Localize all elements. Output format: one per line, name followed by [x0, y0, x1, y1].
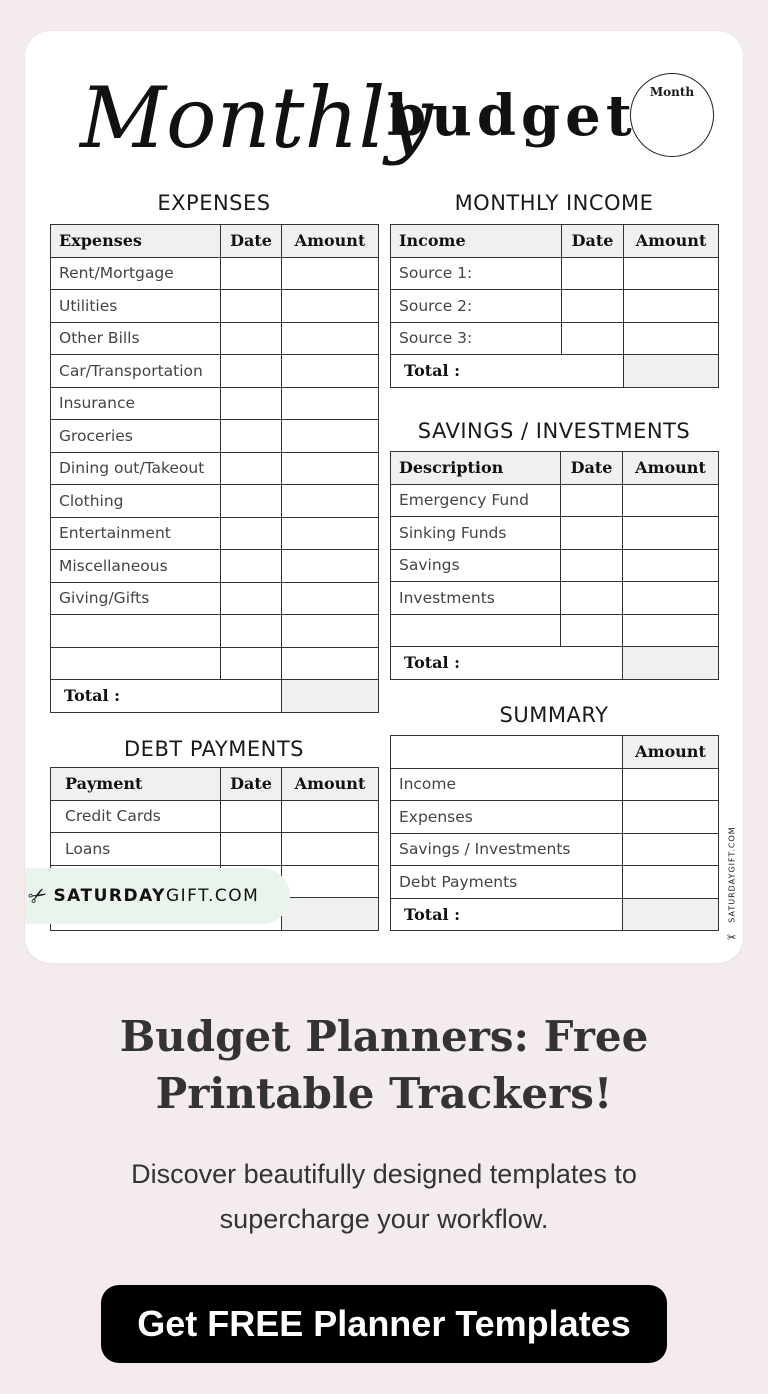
date-cell[interactable]	[221, 550, 282, 583]
column-header: Date	[221, 768, 282, 801]
expenses-table	[50, 224, 379, 713]
row-label: Source 1:	[391, 257, 562, 290]
amount-cell[interactable]	[623, 549, 719, 582]
summary-table	[390, 735, 719, 931]
amount-cell[interactable]	[623, 517, 719, 550]
date-cell[interactable]	[562, 322, 624, 355]
column-header: Amount	[282, 768, 379, 801]
summary-title: SUMMARY	[499, 703, 609, 727]
income-title: MONTHLY INCOME	[454, 191, 654, 215]
table-row	[51, 647, 379, 680]
date-cell[interactable]	[221, 420, 282, 453]
income-table	[390, 224, 719, 388]
row-label: Income	[391, 768, 623, 801]
row-label: Loans	[51, 833, 221, 866]
column-header: Amount	[282, 225, 379, 258]
column-header: Date	[221, 225, 282, 258]
table-row	[391, 582, 719, 615]
script-title-graphic	[80, 49, 433, 189]
column-header: Date	[561, 452, 623, 485]
row-label: Source 3:	[391, 322, 562, 355]
date-cell[interactable]	[221, 355, 282, 388]
date-cell[interactable]	[221, 647, 282, 680]
amount-cell[interactable]	[623, 801, 719, 834]
row-label: Entertainment	[51, 517, 221, 550]
date-cell[interactable]	[561, 614, 623, 647]
total-amount-cell[interactable]	[282, 898, 379, 931]
table-row	[51, 582, 379, 615]
row-label: Car/Transportation	[51, 355, 221, 388]
column-header	[391, 736, 623, 769]
total-label: Total :	[391, 355, 624, 388]
row-label: Investments	[391, 582, 561, 615]
date-cell[interactable]	[221, 833, 282, 866]
row-label: Miscellaneous	[51, 550, 221, 583]
row-label: Giving/Gifts	[51, 582, 221, 615]
amount-cell[interactable]	[282, 485, 379, 518]
row-label: Other Bills	[51, 322, 221, 355]
savings-title: SAVINGS / INVESTMENTS	[417, 419, 691, 443]
get-free-templates-button[interactable]: Get FREE Planner Templates	[101, 1285, 667, 1363]
column-header: Expenses	[51, 225, 221, 258]
row-label: Savings	[391, 549, 561, 582]
table-row	[51, 290, 379, 323]
row-label: Clothing	[51, 485, 221, 518]
table-row	[51, 800, 379, 833]
date-cell[interactable]	[561, 582, 623, 615]
date-cell[interactable]	[561, 517, 623, 550]
amount-cell[interactable]	[282, 322, 379, 355]
amount-cell[interactable]	[623, 582, 719, 615]
table-row	[51, 485, 379, 518]
row-label: Sinking Funds	[391, 517, 561, 550]
table-row	[391, 801, 719, 834]
table-row	[51, 257, 379, 290]
total-label: Total :	[391, 898, 623, 931]
date-cell[interactable]	[221, 485, 282, 518]
amount-cell[interactable]	[282, 257, 379, 290]
table-row	[391, 484, 719, 517]
month-label: Month	[649, 85, 695, 99]
row-label: Dining out/Takeout	[51, 452, 221, 485]
row-label: Groceries	[51, 420, 221, 453]
total-row	[391, 898, 719, 931]
date-cell[interactable]	[561, 549, 623, 582]
row-label[interactable]	[51, 615, 221, 648]
date-cell[interactable]	[221, 290, 282, 323]
date-cell[interactable]	[221, 387, 282, 420]
amount-cell[interactable]	[282, 865, 379, 898]
date-cell[interactable]	[221, 257, 282, 290]
total-label: Total :	[391, 647, 623, 680]
table-row	[51, 550, 379, 583]
total-row	[51, 680, 379, 713]
table-row	[391, 517, 719, 550]
total-amount-cell[interactable]	[282, 680, 379, 713]
amount-cell[interactable]	[624, 257, 719, 290]
income-header-row	[391, 225, 719, 258]
row-label: Emergency Fund	[391, 484, 561, 517]
table-row	[391, 866, 719, 899]
scissors-icon: ✂	[727, 931, 737, 944]
amount-cell[interactable]	[623, 484, 719, 517]
amount-cell[interactable]	[282, 420, 379, 453]
total-amount-cell[interactable]	[623, 898, 719, 931]
table-row	[391, 833, 719, 866]
total-row	[391, 355, 719, 388]
table-row	[51, 387, 379, 420]
savings-table	[390, 451, 719, 680]
date-cell[interactable]	[221, 582, 282, 615]
amount-cell[interactable]	[282, 517, 379, 550]
date-cell[interactable]	[561, 484, 623, 517]
table-row	[391, 549, 719, 582]
amount-cell[interactable]	[282, 615, 379, 648]
saturdaygift-watermark	[25, 868, 290, 924]
amount-cell[interactable]	[624, 322, 719, 355]
table-row	[51, 452, 379, 485]
amount-cell[interactable]	[282, 647, 379, 680]
debt-header-row	[51, 768, 379, 801]
budget-planner-card	[25, 31, 743, 963]
row-label: Credit Cards	[51, 800, 221, 833]
amount-cell[interactable]	[282, 833, 379, 866]
date-cell[interactable]	[221, 452, 282, 485]
amount-cell[interactable]	[282, 387, 379, 420]
amount-cell[interactable]	[282, 355, 379, 388]
table-row	[51, 420, 379, 453]
amount-cell[interactable]	[624, 290, 719, 323]
promo-headline: Budget Planners: Free Printable Trackers!	[119, 1012, 649, 1118]
table-row	[51, 615, 379, 648]
debt-title: DEBT PAYMENTS	[124, 737, 304, 761]
script-title-monthly	[80, 49, 433, 189]
column-header: Payment	[51, 768, 221, 801]
table-row	[51, 355, 379, 388]
table-row	[391, 614, 719, 647]
amount-cell[interactable]	[282, 452, 379, 485]
table-row	[391, 322, 719, 355]
expenses-title: EXPENSES	[157, 191, 271, 215]
amount-cell[interactable]	[623, 768, 719, 801]
row-label: Savings / Investments	[391, 833, 623, 866]
total-label: Total :	[51, 680, 282, 713]
table-row	[391, 257, 719, 290]
watermark-brand-bold: SATURDAY	[53, 886, 166, 906]
date-cell[interactable]	[562, 257, 624, 290]
date-cell[interactable]	[221, 322, 282, 355]
column-header: Date	[562, 225, 624, 258]
row-label[interactable]	[391, 614, 561, 647]
column-header: Amount	[624, 225, 719, 258]
month-field[interactable]	[630, 73, 714, 157]
date-cell[interactable]	[221, 615, 282, 648]
row-label: Debt Payments	[391, 866, 623, 899]
total-amount-cell[interactable]	[624, 355, 719, 388]
title-budget: budget	[387, 83, 637, 149]
row-label: Insurance	[51, 387, 221, 420]
amount-cell[interactable]	[282, 582, 379, 615]
savings-header-row	[391, 452, 719, 485]
row-label[interactable]	[51, 647, 221, 680]
table-row	[51, 517, 379, 550]
amount-cell[interactable]	[623, 614, 719, 647]
table-row	[51, 322, 379, 355]
expenses-header-row	[51, 225, 379, 258]
amount-cell[interactable]	[623, 833, 719, 866]
column-header: Amount	[623, 736, 719, 769]
column-header: Income	[391, 225, 562, 258]
date-cell[interactable]	[221, 517, 282, 550]
amount-cell[interactable]	[623, 866, 719, 899]
promo-subtext: Discover beautifully designed templates to supercharge your workflow.	[131, 1159, 637, 1234]
table-row	[51, 833, 379, 866]
watermark-brand-light: GIFT.COM	[165, 886, 260, 906]
total-amount-cell[interactable]	[623, 647, 719, 680]
side-brand	[725, 817, 739, 944]
amount-cell[interactable]	[282, 800, 379, 833]
table-row	[391, 768, 719, 801]
scissors-icon: ✂	[23, 880, 53, 912]
row-label: Source 2:	[391, 290, 562, 323]
column-header: Amount	[623, 452, 719, 485]
summary-header-row	[391, 736, 719, 769]
date-cell[interactable]	[221, 800, 282, 833]
column-header: Description	[391, 452, 561, 485]
amount-cell[interactable]	[282, 290, 379, 323]
script-title-text: Monthly	[80, 69, 433, 167]
amount-cell[interactable]	[282, 550, 379, 583]
date-cell[interactable]	[562, 290, 624, 323]
row-label: Utilities	[51, 290, 221, 323]
row-label: Rent/Mortgage	[51, 257, 221, 290]
row-label: Expenses	[391, 801, 623, 834]
table-row	[391, 290, 719, 323]
side-brand-text: SATURDAYGIFT.COM	[727, 826, 737, 923]
total-row	[391, 647, 719, 680]
